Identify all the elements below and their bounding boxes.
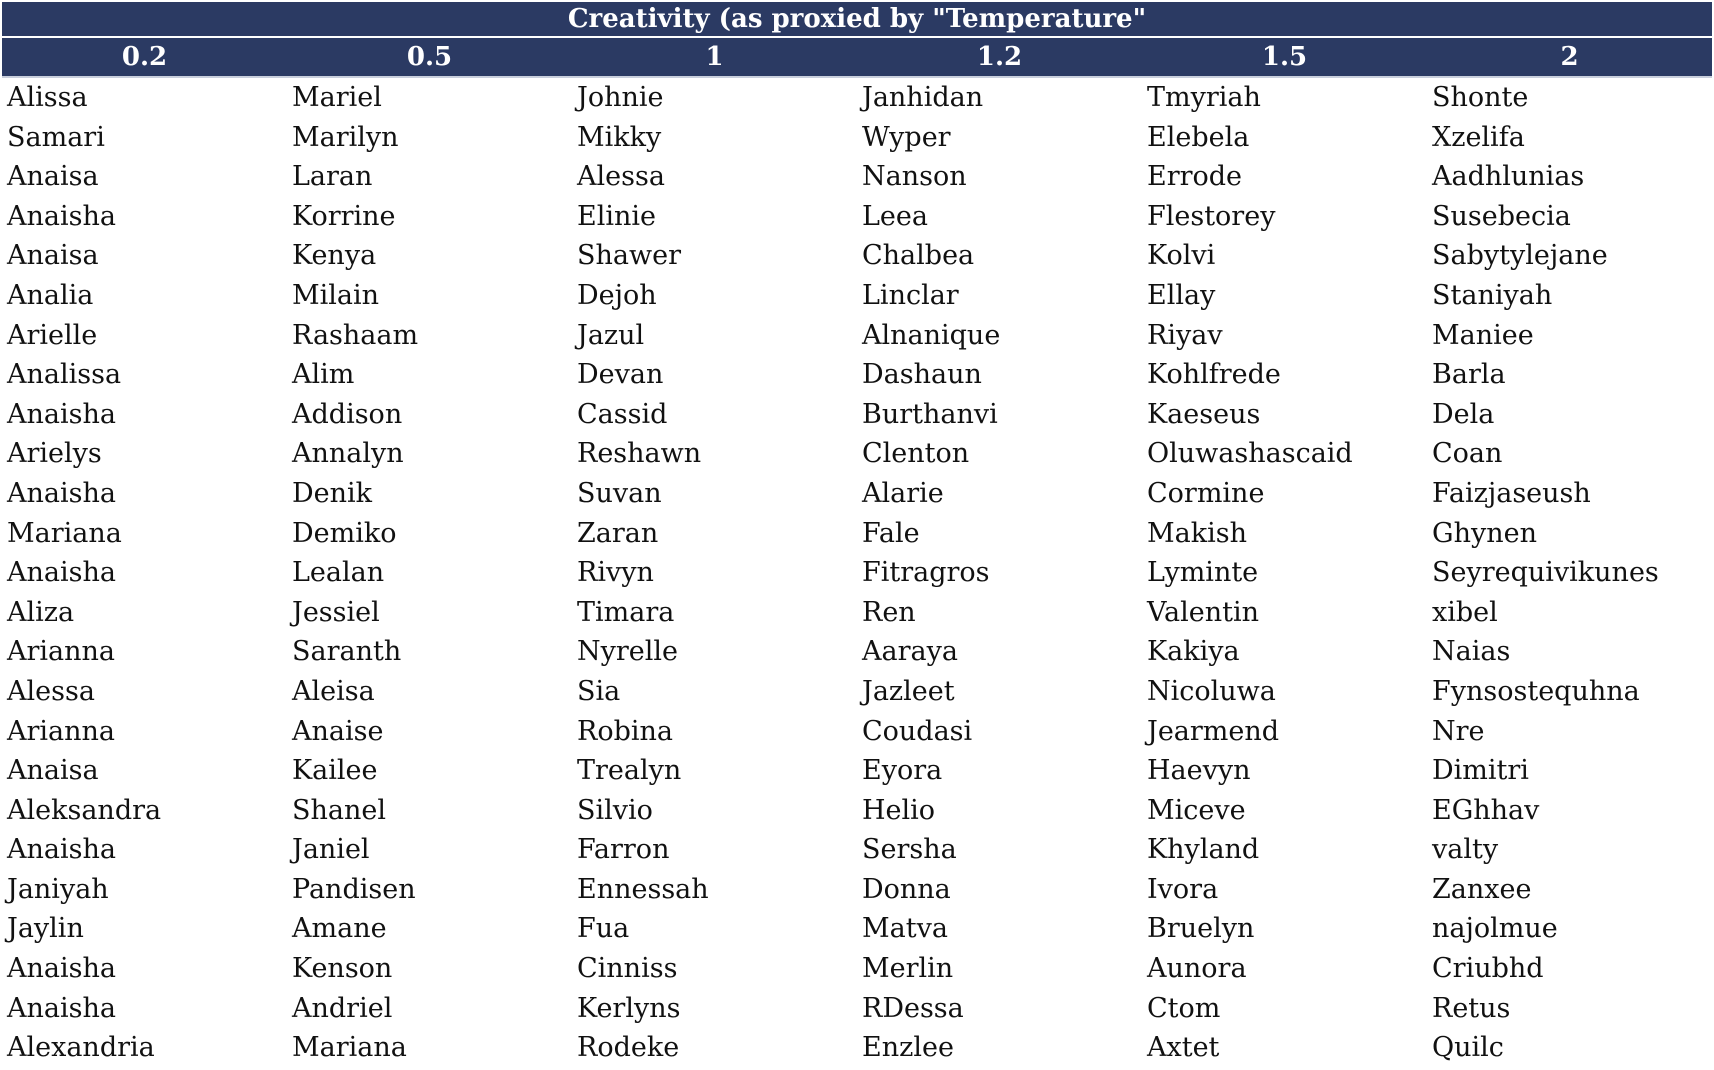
column-header: 1	[705, 42, 724, 72]
table-cell: Haevyn	[1147, 755, 1251, 787]
table-cell: Kolvi	[1147, 240, 1216, 272]
table-cell: Kakiya	[1147, 636, 1240, 668]
table-cell: Janhidan	[862, 82, 984, 113]
table-cell: Faizjaseush	[1432, 477, 1591, 509]
table-cell: Suvan	[577, 477, 662, 509]
table-cell: Dela	[1432, 398, 1495, 430]
table-cell: Saranth	[292, 636, 402, 668]
table-cell: Kohlfrede	[1147, 359, 1281, 391]
column-header: 1.5	[1261, 42, 1308, 72]
table-cell: Anaisa	[7, 240, 99, 272]
table-cell: EGhhav	[1432, 794, 1540, 826]
table-cell: Quilc	[1432, 1032, 1504, 1064]
table-cell: Anaise	[292, 715, 384, 747]
table-cell: Anaisha	[7, 557, 116, 589]
column-header: 0.2	[121, 42, 168, 72]
table-cell: Anaisha	[7, 477, 116, 509]
table-cell: Milain	[292, 279, 380, 311]
table-cell: Alnanique	[862, 319, 1001, 351]
table-cell: Aunora	[1147, 953, 1247, 985]
table-cell: Burthanvi	[862, 398, 998, 430]
table-cell: Jazul	[577, 319, 645, 351]
table-cell: Farron	[577, 834, 670, 866]
table-cell: Andriel	[292, 992, 393, 1024]
table-cell: Aleksandra	[7, 794, 162, 826]
table-cell: Elebela	[1147, 121, 1250, 153]
table-cell: Criubhd	[1432, 953, 1544, 985]
table-cell: Amane	[292, 913, 387, 945]
table-cell: Kenson	[292, 953, 393, 985]
table-cell: Naias	[1432, 636, 1511, 668]
table-cell: Shawer	[577, 240, 681, 272]
table-cell: Dimitri	[1432, 755, 1529, 787]
column-header: 1.2	[976, 42, 1023, 72]
names-table	[2, 2, 1712, 1068]
table-cell: Jearmend	[1147, 715, 1280, 747]
table-cell: Nre	[1432, 715, 1485, 747]
table-cell: najolmue	[1432, 913, 1558, 945]
table-cell: valty	[1432, 834, 1499, 866]
table-cell: Linclar	[862, 279, 959, 311]
table-cell: Arielys	[7, 438, 102, 470]
table-cell: Dashaun	[862, 359, 982, 391]
table-cell: Clenton	[862, 438, 970, 470]
table-cell: Samari	[7, 121, 105, 153]
table-cell: Dejoh	[577, 279, 657, 311]
table-cell: Alissa	[7, 82, 88, 113]
table-cell: Wyper	[862, 121, 951, 153]
table-cell: Tmyriah	[1147, 82, 1261, 113]
table-cell: Khyland	[1147, 834, 1260, 866]
table-cell: Staniyah	[1432, 279, 1553, 311]
table-cell: Jaylin	[7, 913, 84, 945]
table-cell: Fitragros	[862, 557, 990, 589]
table-cell: Mariana	[7, 517, 122, 549]
table-cell: Kenya	[292, 240, 377, 272]
table-cell: Addison	[292, 398, 403, 430]
table-cell: Coan	[1432, 438, 1503, 470]
table-cell: Silvio	[577, 794, 653, 826]
table-cell: Nicoluwa	[1147, 675, 1276, 707]
column-header-row	[2, 38, 1712, 78]
table-cell: Lealan	[292, 557, 385, 589]
table-cell: Arianna	[7, 636, 116, 668]
table-cell: Arielle	[7, 319, 98, 351]
table-cell: Valentin	[1147, 596, 1259, 628]
table-cell: Oluwashascaid	[1147, 438, 1353, 470]
table-title: Creativity (as proxied by "Temperature"	[2, 2, 1712, 38]
table-cell: Aadhlunias	[1432, 161, 1585, 193]
table-cell: Jessiel	[292, 596, 380, 628]
table-cell: Alessa	[577, 161, 665, 193]
table-cell: Trealyn	[577, 755, 682, 787]
table-cell: Alarie	[862, 477, 944, 509]
table-body	[2, 78, 1712, 1068]
table-cell: Alexandria	[7, 1032, 155, 1064]
table-cell: Makish	[1147, 517, 1247, 549]
table-cell: Enzlee	[862, 1032, 954, 1064]
table-cell: Sabytylejane	[1432, 240, 1608, 272]
table-cell: Chalbea	[862, 240, 975, 272]
table-cell: Cinniss	[577, 953, 678, 985]
table-cell: Marilyn	[292, 121, 399, 153]
table-cell: Annalyn	[292, 438, 404, 470]
table-cell: Miceve	[1147, 794, 1246, 826]
table-cell: Shanel	[292, 794, 386, 826]
table-cell: Anaisha	[7, 834, 116, 866]
table-cell: Cormine	[1147, 477, 1265, 509]
table-cell: Flestorey	[1147, 200, 1276, 232]
table-cell: Rashaam	[292, 319, 419, 351]
table-cell: Pandisen	[292, 873, 416, 905]
table-cell: Bruelyn	[1147, 913, 1255, 945]
table-cell: Ellay	[1147, 279, 1216, 311]
table-cell: Anaisha	[7, 992, 116, 1024]
table-cell: Barla	[1432, 359, 1506, 391]
table-cell: Kerlyns	[577, 992, 681, 1024]
table-cell: Kaeseus	[1147, 398, 1261, 430]
table-cell: Elinie	[577, 200, 656, 232]
table-cell: Susebecia	[1432, 200, 1571, 232]
table-cell: Fua	[577, 913, 630, 945]
table-cell: Alessa	[7, 675, 95, 707]
table-cell: Ivora	[1147, 873, 1219, 905]
table-cell: Axtet	[1147, 1032, 1220, 1064]
table-cell: Johnie	[577, 82, 664, 113]
table-cell: Nyrelle	[577, 636, 679, 668]
table-cell: Jazleet	[862, 675, 955, 707]
table-cell: Aaraya	[862, 636, 958, 668]
table-cell: Mariana	[292, 1032, 407, 1064]
table-cell: Merlin	[862, 953, 954, 985]
table-cell: Rodeke	[577, 1032, 680, 1064]
table-cell: Ctom	[1147, 992, 1221, 1024]
column-header: 0.5	[406, 42, 453, 72]
table-cell: Coudasi	[862, 715, 973, 747]
table-cell: Anaisha	[7, 200, 116, 232]
table-cell: Zaran	[577, 517, 659, 549]
table-cell: Zanxee	[1432, 873, 1532, 905]
table-cell: Aliza	[7, 596, 75, 628]
table-cell: Demiko	[292, 517, 397, 549]
table-cell: xibel	[1432, 596, 1498, 628]
table-cell: Ren	[862, 596, 916, 628]
table-cell: Sersha	[862, 834, 957, 866]
table-cell: Fale	[862, 517, 920, 549]
table-cell: Korrine	[292, 200, 396, 232]
table-cell: Fynsostequhna	[1432, 675, 1640, 707]
table-cell: Nanson	[862, 161, 967, 193]
table-cell: Anaisa	[7, 161, 99, 193]
table-cell: Anaisha	[7, 398, 116, 430]
table-cell: Anaisha	[7, 953, 116, 985]
table-cell: Kailee	[292, 755, 378, 787]
table-cell: Seyrequivikunes	[1432, 557, 1659, 589]
table-cell: Aleisa	[292, 675, 375, 707]
table-cell: Timara	[577, 596, 675, 628]
table-cell: Sia	[577, 675, 621, 707]
table-cell: Mikky	[577, 121, 662, 153]
table-cell: Leea	[862, 200, 928, 232]
table-cell: Robina	[577, 715, 673, 747]
table-cell: Denik	[292, 477, 373, 509]
table-cell: Matva	[862, 913, 948, 945]
table-cell: Devan	[577, 359, 664, 391]
table-cell: Helio	[862, 794, 936, 826]
table-cell: Eyora	[862, 755, 943, 787]
table-cell: Reshawn	[577, 438, 702, 470]
column-header: 2	[1560, 42, 1579, 72]
table-cell: Alim	[292, 359, 355, 391]
table-cell: Ennessah	[577, 873, 709, 905]
table-cell: Maniee	[1432, 319, 1534, 351]
table-cell: Ghynen	[1432, 517, 1537, 549]
table-cell: Riyav	[1147, 319, 1223, 351]
table-cell: Xzelifa	[1432, 121, 1525, 153]
table-cell: Lyminte	[1147, 557, 1259, 589]
table-cell: Anaisa	[7, 755, 99, 787]
table-cell: Arianna	[7, 715, 116, 747]
table-cell: Errode	[1147, 161, 1243, 193]
table-cell: Retus	[1432, 992, 1511, 1024]
table-cell: Janiyah	[7, 873, 109, 905]
table-cell: Shonte	[1432, 82, 1529, 113]
table-cell: Mariel	[292, 82, 382, 113]
table-cell: Janiel	[292, 834, 370, 866]
table-cell: RDessa	[862, 992, 964, 1024]
table-cell: Analia	[7, 279, 94, 311]
table-cell: Cassid	[577, 398, 668, 430]
table-cell: Donna	[862, 873, 951, 905]
table-cell: Analissa	[7, 359, 122, 391]
table-cell: Rivyn	[577, 557, 654, 589]
table-cell: Laran	[292, 161, 373, 193]
